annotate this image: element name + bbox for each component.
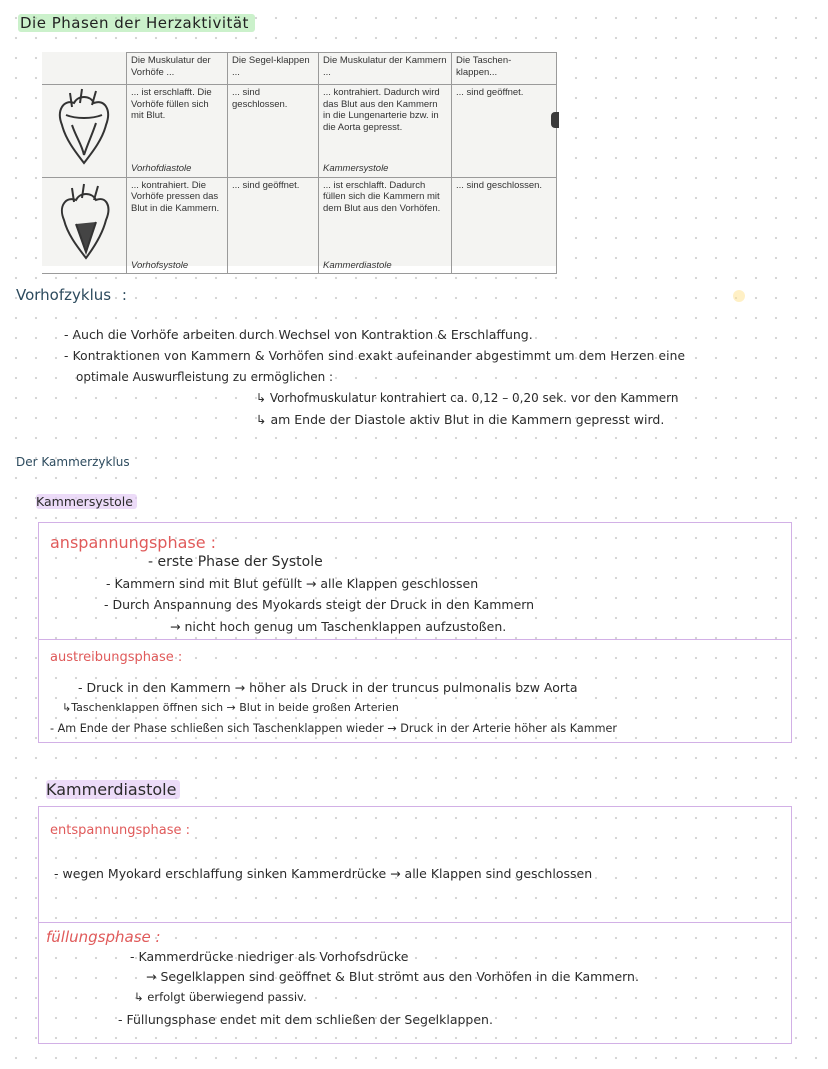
- table-cell: [127, 177, 228, 274]
- page-title: Die Phasen der Herzaktivität: [18, 14, 255, 32]
- table-header: Die Muskulatur der Kammern ...: [319, 53, 452, 85]
- table-header: Die Muskulatur der Vorhöfe ...: [127, 53, 228, 85]
- heart-systole-image: [42, 177, 127, 274]
- photo-edge-mark: [551, 112, 559, 128]
- austreibung-line: - Am Ende der Phase schließen sich Taschenklappen wieder → Druck in der Arterie höher als Kammer: [50, 722, 617, 735]
- table-row: [42, 177, 557, 274]
- diastole-box: [38, 806, 792, 1044]
- table-cell: [319, 177, 452, 274]
- vorhof-line: optimale Auswurfleistung zu ermöglichen :: [76, 370, 334, 384]
- table-header-row: [42, 53, 557, 85]
- phase-label: Kammerdiastole: [323, 259, 392, 271]
- vorhof-line: ↳ am Ende der Diastole aktiv Blut in die Kammern gepresst wird.: [256, 412, 665, 427]
- table-cell: ... sind geschlossen.: [228, 85, 319, 178]
- anspannung-line: - Durch Anspannung des Myokards steigt der Druck in den Kammern: [104, 597, 535, 612]
- austreibung-line: ↳Taschenklappen öffnen sich → Blut in beide großen Arterien: [62, 701, 399, 714]
- box-divider: [39, 639, 791, 640]
- fuellung-line: - Kammerdrücke niedriger als Vorhofsdrücke: [130, 949, 409, 964]
- entspannung-line: - wegen Myokard erschlaffung sinken Kammerdrücke → alle Klappen sind geschlossen: [54, 866, 593, 881]
- austreibung-line: - Druck in den Kammern → höher als Druck in der truncus pulmonalis bzw Aorta: [78, 680, 578, 695]
- phases-table: [42, 52, 557, 274]
- cell-text: ... kontrahiert. Dadurch wird das Blut aus den Kammern in die Lungenarterie bzw. in die Aorta gepresst.: [323, 87, 440, 133]
- anspannung-line: → nicht hoch genug um Taschenklappen aufzustoßen.: [170, 619, 507, 634]
- heart-icon: [42, 85, 126, 173]
- phase-label: Vorhofdiastole: [131, 163, 192, 174]
- fuellung-title: füllungsphase :: [46, 928, 161, 946]
- anspannung-line: - erste Phase der Systole: [148, 554, 323, 570]
- vorhof-line: ↳ Vorhofmuskulatur kontrahiert ca. 0,12 – 0,20 sek. vor den Kammern: [256, 391, 679, 405]
- table-header: Die Segel-klappen ...: [228, 53, 319, 85]
- phases-table-photo: [42, 52, 557, 271]
- fuellung-line: ↳ erfolgt überwiegend passiv.: [134, 990, 307, 1004]
- cell-text: ... ist erschlafft. Die Vorhöfe füllen sich mit Blut.: [131, 87, 212, 121]
- cell-text: ... ist erschlafft. Dadurch füllen sich die Kammern mit dem Blut aus den Vorhöfen.: [323, 179, 441, 214]
- vorhof-line: - Kontraktionen von Kammern & Vorhöfen sind exakt aufeinander abgestimmt um dem Herzen eine: [64, 349, 686, 363]
- diastole-heading: Kammerdiastole: [46, 780, 180, 799]
- table-header: Die Taschen-klappen...: [452, 53, 557, 85]
- table-cell: ... sind geöffnet.: [452, 85, 557, 178]
- anspannung-title: anspannungsphase :: [50, 533, 217, 552]
- cell-text: ... kontrahiert. Die Vorhöfe pressen das Blut in die Kammern.: [131, 179, 220, 214]
- kammerzyklus-heading: Der Kammerzyklus: [16, 455, 130, 469]
- vorhof-line: - Auch die Vorhöfe arbeiten durch Wechsel von Kontraktion & Erschlaffung.: [64, 327, 533, 342]
- table-cell: [319, 85, 452, 178]
- systole-heading: Kammersystole: [36, 494, 137, 509]
- fuellung-line: - Füllungsphase endet mit dem schließen der Segelklappen.: [118, 1012, 493, 1027]
- fuellung-line: → Segelklappen sind geöffnet & Blut strömt aus den Vorhöfen in die Kammern.: [146, 969, 639, 984]
- table-corner: [42, 53, 127, 85]
- anspannung-line: - Kammern sind mit Blut gefüllt → alle Klappen geschlossen: [106, 576, 479, 591]
- phase-label: Kammersystole: [323, 163, 389, 174]
- box-divider: [39, 922, 791, 923]
- vorhof-heading: Vorhofzyklus :: [16, 286, 127, 304]
- heart-diastole-image: [42, 85, 127, 178]
- table-cell: [127, 85, 228, 178]
- austreibung-title: austreibungsphase :: [50, 650, 183, 665]
- phase-label: Vorhofsystole: [131, 259, 189, 271]
- entspannung-title: entspannungsphase :: [50, 823, 191, 838]
- table-cell: ... sind geöffnet.: [228, 177, 319, 274]
- heart-icon: [42, 178, 126, 270]
- table-row: [42, 85, 557, 178]
- table-cell: ... sind geschlossen.: [452, 177, 557, 274]
- highlight-mark: [733, 290, 745, 302]
